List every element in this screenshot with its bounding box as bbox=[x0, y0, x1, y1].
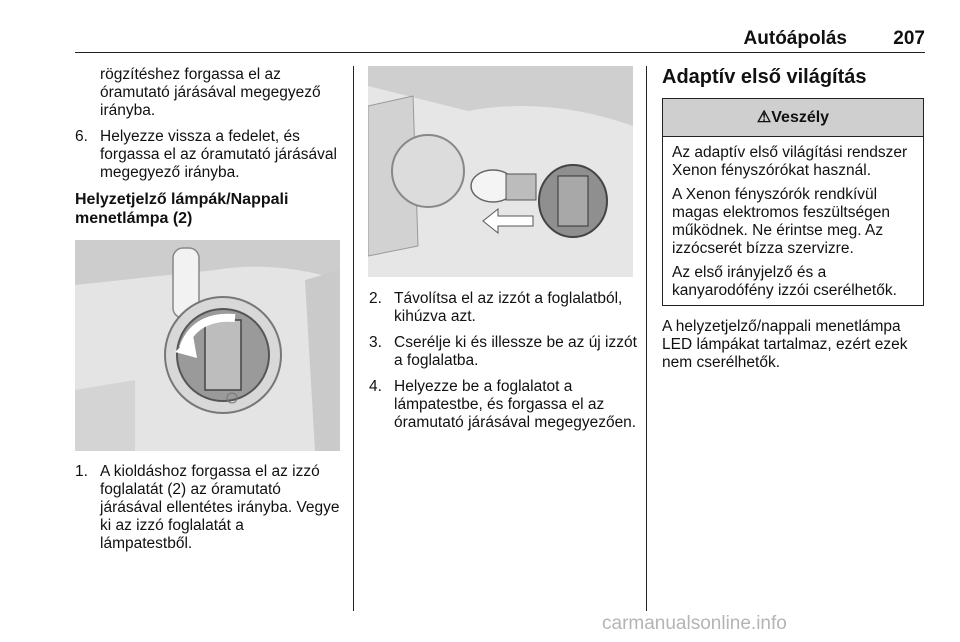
list-number: 6. bbox=[75, 128, 88, 145]
bulb-removal-illustration bbox=[368, 66, 633, 277]
list-text: A kioldáshoz forgassa el az izzó foglalatát (2) az óramutató járásával ellentétes irányba. Vegye ki az izzó foglalatát a lámpatestből. bbox=[100, 463, 340, 552]
danger-text: A Xenon fényszórók rendkívül magas elektromos feszültségen működnek. Ne érintse meg. Az izzócserét bízza szervizre. bbox=[672, 186, 890, 257]
section-heading: Helyzetjelző lámpák/Nappali menetlámpa (2) bbox=[75, 191, 289, 227]
danger-text: Az első irányjelző és a kanyarodófény izzói cserélhetők. bbox=[672, 264, 897, 299]
page-number: 207 bbox=[893, 28, 925, 49]
danger-text: Az adaptív első világítási rendszer Xenon fényszórókat használ. bbox=[672, 144, 908, 179]
column-1 bbox=[75, 66, 340, 228]
continued-text: rögzítéshez forgassa el az óramutató járásával megegyező irányba. bbox=[100, 66, 321, 119]
list-item bbox=[75, 463, 340, 553]
page-header bbox=[75, 28, 925, 53]
column-3-lower bbox=[662, 318, 927, 372]
column-3 bbox=[662, 66, 927, 88]
list-number: 1. bbox=[75, 463, 88, 480]
body-text: A helyzetjelző/nappali menetlámpa LED lámpákat tartalmaz, ezért ezek nem cserélhetők. bbox=[662, 318, 908, 371]
list-text: Helyezze be a foglalatot a lámpatestbe, és forgassa el az óramutató járásával megegyezően. bbox=[394, 378, 637, 431]
danger-header bbox=[663, 99, 923, 137]
list-item bbox=[369, 290, 639, 326]
list-text: Cserélje ki és illessze be az új izzót a foglalatba. bbox=[394, 334, 637, 369]
watermark: carmanualsonline.info bbox=[602, 613, 787, 634]
list-text: Távolítsa el az izzót a foglalatból, kihúzva azt. bbox=[394, 290, 623, 325]
list-number: 2. bbox=[369, 290, 382, 307]
section-title: Autóápolás bbox=[743, 28, 847, 49]
list-item bbox=[369, 334, 639, 370]
bulb-socket-illustration bbox=[75, 240, 340, 451]
warning-icon: ⚠ bbox=[756, 109, 772, 126]
list-number: 4. bbox=[369, 378, 382, 395]
danger-body bbox=[663, 137, 923, 300]
list-text: Helyezze vissza a fedelet, és forgassa el az óramutató járásával megegyező irányba. bbox=[100, 128, 337, 181]
list-item bbox=[75, 128, 340, 182]
column-1-lower bbox=[75, 463, 340, 561]
section-heading: Adaptív első világítás bbox=[662, 66, 867, 88]
danger-title: Veszély bbox=[771, 109, 830, 126]
column-2 bbox=[369, 290, 639, 440]
column-divider bbox=[353, 66, 354, 611]
danger-box bbox=[662, 98, 924, 306]
list-number: 3. bbox=[369, 334, 382, 351]
column-divider bbox=[646, 66, 647, 611]
list-item bbox=[369, 378, 639, 432]
